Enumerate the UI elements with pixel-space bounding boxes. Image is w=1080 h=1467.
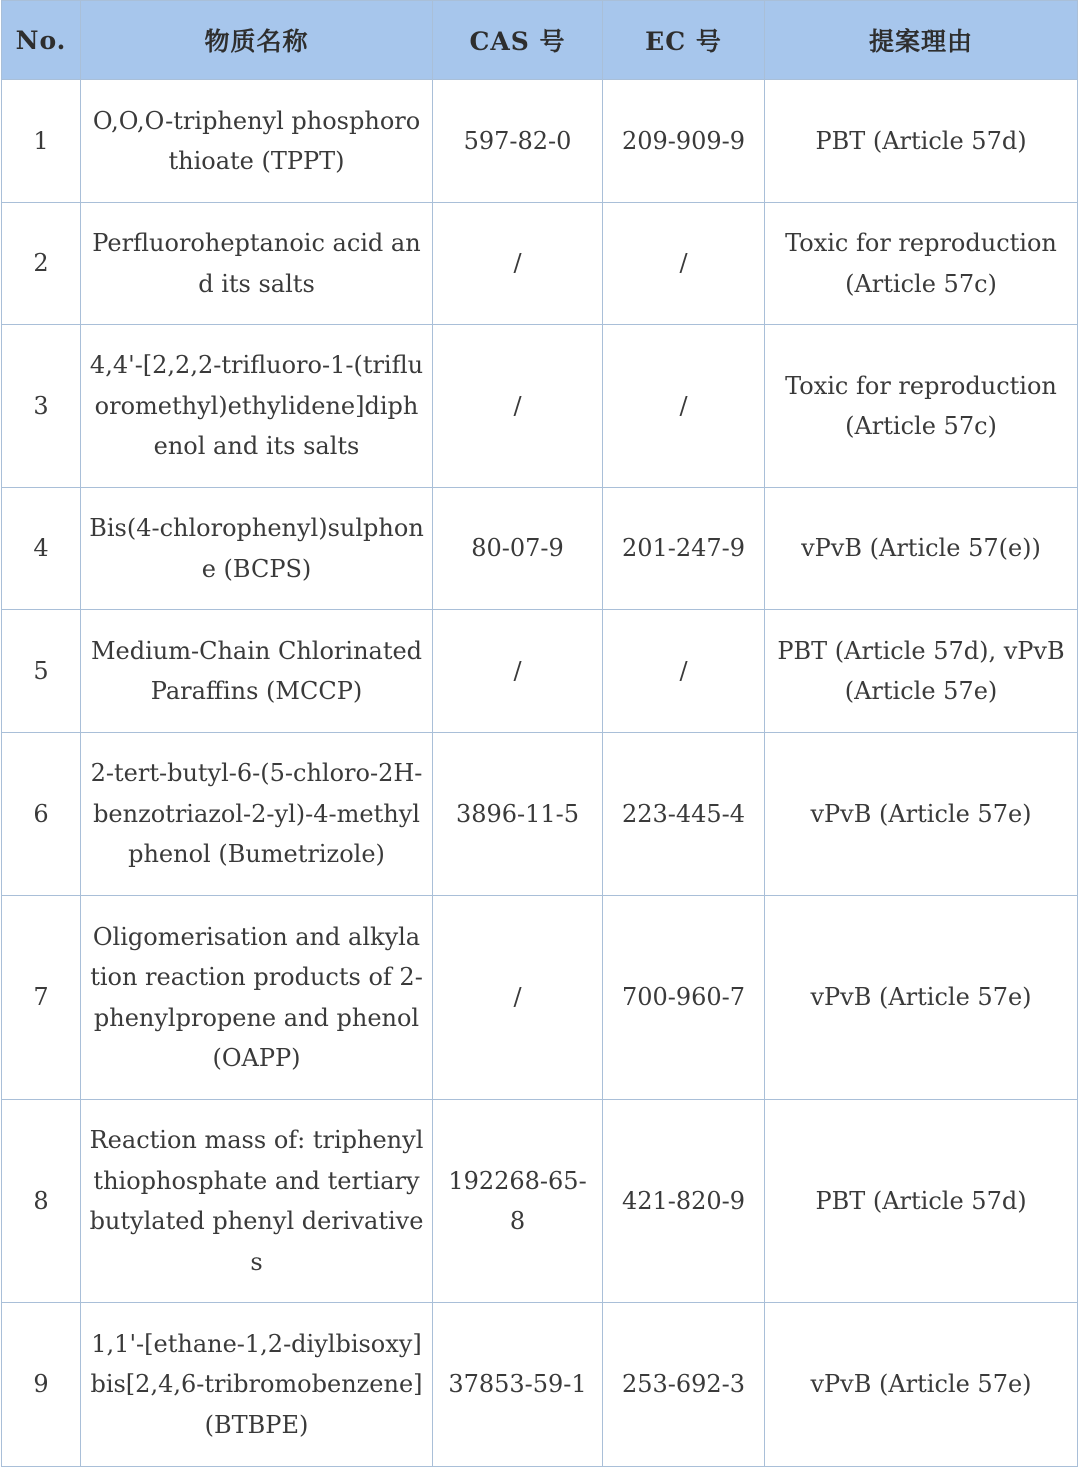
cell-cas-number: 80-07-9 (433, 488, 603, 610)
cell-proposal-reason: PBT (Article 57d) (765, 1100, 1078, 1303)
substance-table (1, 0, 1078, 1467)
cell-ec-number: 700-960-7 (603, 896, 765, 1100)
cell-ec-number: / (603, 610, 765, 733)
cell-substance-name: Perfluoroheptanoic acid and its salts (81, 203, 433, 325)
cell-ec-number: 253-692-3 (603, 1303, 765, 1467)
cell-proposal-reason: Toxic for reproduction (Article 57c) (765, 325, 1078, 488)
header-cas-number: CAS 号 (433, 1, 603, 80)
cell-cas-number: 192268-65-8 (433, 1100, 603, 1303)
cell-proposal-reason: vPvB (Article 57e) (765, 733, 1078, 896)
cell-no: 4 (2, 488, 81, 610)
header-proposal-reason: 提案理由 (765, 1, 1078, 80)
table-row (2, 1303, 1078, 1467)
table-row (2, 733, 1078, 896)
cell-substance-name: 2-tert-butyl-6-(5-chloro-2H-benzotriazol-2-yl)-4-methylphenol (Bumetrizole) (81, 733, 433, 896)
table-row (2, 1100, 1078, 1303)
cell-no: 2 (2, 203, 81, 325)
header-row (2, 1, 1078, 80)
header-no: No. (2, 1, 81, 80)
cell-proposal-reason: vPvB (Article 57e) (765, 896, 1078, 1100)
cell-substance-name: Medium-Chain Chlorinated Paraffins (MCCP) (81, 610, 433, 733)
cell-ec-number: / (603, 203, 765, 325)
cell-no: 7 (2, 896, 81, 1100)
cell-substance-name: Bis(4-chlorophenyl)sulphone (BCPS) (81, 488, 433, 610)
table-row (2, 488, 1078, 610)
table-row (2, 610, 1078, 733)
cell-no: 9 (2, 1303, 81, 1467)
cell-ec-number: 209-909-9 (603, 80, 765, 203)
cell-ec-number: 223-445-4 (603, 733, 765, 896)
table-row (2, 325, 1078, 488)
cell-no: 8 (2, 1100, 81, 1303)
cell-substance-name: O,O,O-triphenyl phosphorothioate (TPPT) (81, 80, 433, 203)
cell-proposal-reason: Toxic for reproduction (Article 57c) (765, 203, 1078, 325)
cell-cas-number: / (433, 896, 603, 1100)
cell-cas-number: / (433, 610, 603, 733)
cell-proposal-reason: PBT (Article 57d) (765, 80, 1078, 203)
cell-no: 3 (2, 325, 81, 488)
cell-no: 5 (2, 610, 81, 733)
header-ec-number: EC 号 (603, 1, 765, 80)
cell-ec-number: 421-820-9 (603, 1100, 765, 1303)
cell-ec-number: / (603, 325, 765, 488)
cell-no: 1 (2, 80, 81, 203)
cell-cas-number: / (433, 203, 603, 325)
cell-ec-number: 201-247-9 (603, 488, 765, 610)
table-row (2, 896, 1078, 1100)
table-row (2, 80, 1078, 203)
cell-cas-number: / (433, 325, 603, 488)
cell-proposal-reason: PBT (Article 57d), vPvB (Article 57e) (765, 610, 1078, 733)
header-substance-name: 物质名称 (81, 1, 433, 80)
cell-substance-name: 1,1'-[ethane-1,2-diylbisoxy]bis[2,4,6-tribromobenzene] (BTBPE) (81, 1303, 433, 1467)
cell-substance-name: Oligomerisation and alkylation reaction products of 2-phenylpropene and phenol (OAPP) (81, 896, 433, 1100)
cell-cas-number: 597-82-0 (433, 80, 603, 203)
cell-substance-name: 4,4'-[2,2,2-trifluoro-1-(trifluoromethyl)ethylidene]diphenol and its salts (81, 325, 433, 488)
cell-proposal-reason: vPvB (Article 57(e)) (765, 488, 1078, 610)
cell-cas-number: 3896-11-5 (433, 733, 603, 896)
table-row (2, 203, 1078, 325)
cell-no: 6 (2, 733, 81, 896)
cell-substance-name: Reaction mass of: triphenylthiophosphate and tertiary butylated phenyl derivatives (81, 1100, 433, 1303)
cell-proposal-reason: vPvB (Article 57e) (765, 1303, 1078, 1467)
cell-cas-number: 37853-59-1 (433, 1303, 603, 1467)
